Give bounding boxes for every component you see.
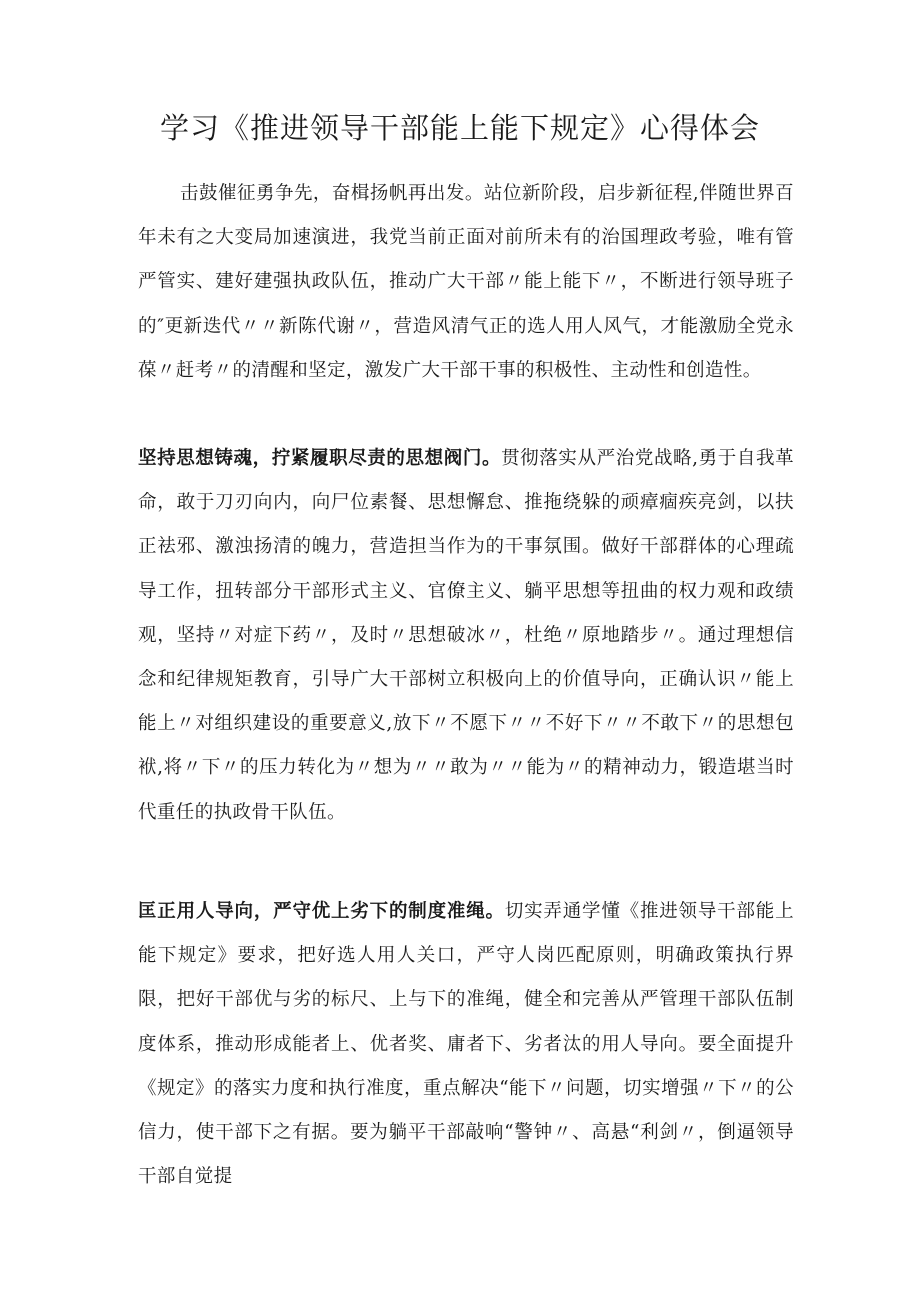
section-paragraph-1 [138,437,794,835]
section-paragraph-2 [138,890,794,1199]
section-2-body: 切实弄通学懂《推进领导干部能上能下规定》要求，把好选人用人关口，严守人岗匹配原则，明确政策执行界限，把好干部优与劣的标尺、上与下的准绳，健全和完善从严管理干部队伍制度体系，推动形成能者上、优者奖、庸者下、劣者汰的用人导向。要全面提升《规定》的落实力度和执行准度，重点解决“能下〃问题，切实增强〃下〃的公信力，使干部下之有据。要为躺平干部敲响“警钟〃、高悬“利剑〃，倒逼领导干部自觉提 [138,901,794,1188]
section-1-body: 贯彻落实从严治党战略,勇于自我革命，敢于刀刃向内，向尸位素餐、思想懈怠、推拖绕躲的顽瘴痼疾亮剑，以扶正祛邪、激浊扬清的魄力，营造担当作为的干事氛围。做好干部群体的心理疏导工作，扭转部分干部形式主义、官僚主义、躺平思想等扭曲的权力观和政绩观，坚持〃对症下药〃，及时〃思想破冰〃，杜绝〃原地踏步〃。通过理想信念和纪律规矩教育，引导广大干部树立积极向上的价值导向，正确认识〃能上能上〃对组织建设的重要意义,放下〃不愿下〃〃不好下〃〃不敢下〃的思想包袱,将〃下〃的压力转化为〃想为〃〃敢为〃〃能为〃的精神动力，锻造堪当时代重任的执政骨干队伍。 [138,448,794,823]
document-title: 学习《推进领导干部能上能下规定》心得体会 [159,111,760,145]
intro-paragraph: 击鼓催征勇争先，奋楫扬帆再出发。站位新阶段，启步新征程,伴随世界百年未有之大变局加速演进，我党当前正面对前所未有的治国理政考验，唯有管严管实、建好建强执政队伍，推动广大干部〃能上能下〃，不断进行领导班子的″更新迭代〃〃新陈代谢〃，营造风清气正的选人用人风气，才能激励全党永葆〃赶考〃的清醒和坚定，激发广大干部干事的积极性、主动性和创造性。 [138,183,794,381]
section-1-lead: 坚持思想铸魂，拧紧履职尽责的思想阀门。 [138,448,502,469]
section-2-lead: 匡正用人导向，严守优上劣下的制度准绳。 [138,901,505,922]
